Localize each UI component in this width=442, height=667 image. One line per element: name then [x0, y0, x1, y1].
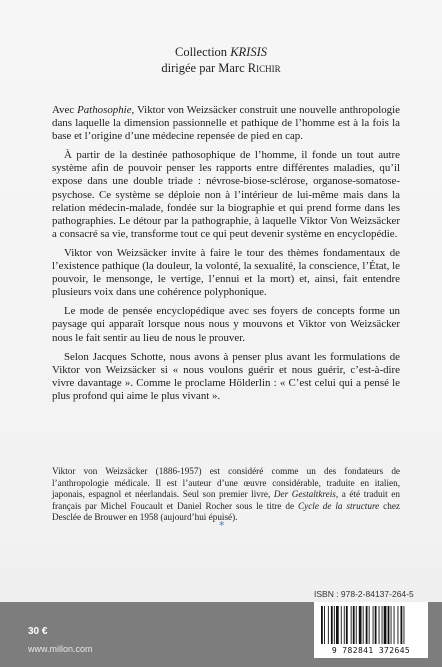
blurb-paragraph-2: À partir de la destinée pathosophique de l’homme, il fonde un tout autre système afin de pouvoir penser les rapports entre différentes maladies, qu’il expose dans une double triade : névrose-biose-sclérose, organose-somatose-psychose. Ce système se déploie non à l’intérieur de lui-même mais dans la relation médecin-malade, fondée sur la biographie et qui prend forme dans les pathographies. Le détour par la pathographie, à laquelle Viktor Von Weizsäcker a consacré sa vie, transforme tout ce qui peut devenir système en encyclopédie. — [52, 149, 400, 240]
collection-label: Collection — [174, 45, 231, 59]
collection-series: KRISIS — [230, 45, 267, 59]
blurb-paragraph-1 — [52, 104, 400, 143]
collection-line — [0, 44, 442, 60]
collection-header — [0, 44, 442, 76]
barcode-bars — [320, 606, 422, 646]
blurb-paragraph-4: Le mode de pensée encyclopédique avec ses foyers de concepts forme un paysage qui apparaît lorsque nous nous y mouvons et Viktor von Weizsäcker nous le fait sentir au lieu de nous le prouver. — [52, 305, 400, 344]
bio-part-3: chez Desclée de Brouwer en 1958 (aujourd’hui épuisé). — [52, 500, 400, 523]
publisher-website: www.millon.com — [28, 644, 93, 654]
bio-part-2: , a été traduit en français par Michel Foucault et Daniel Rocher sous le titre de — [52, 489, 400, 511]
author-bio — [52, 466, 400, 524]
blurb-paragraph-5: Selon Jacques Schotte, nous avons à penser plus avant les formulations de Viktor von Weizsäcker si « nous voulons guérir et nous guérir, c’est-à-dire vivre davantage ». Comme le proclame Hölderlin : « C’est celui qui a pensé le plus profond qui aime le plus vivant ». — [52, 350, 400, 402]
barcode — [314, 602, 428, 658]
blurb-paragraph-3: Viktor von Weizsäcker invite à faire le tour des thèmes fondamentaux de l’existence pathique (la douleur, la volonté, la sexualité, la conscience, l’État, le pouvoir, le mensonge, le vertige, l’ennui et la mort) et, ainsi, fait entendre plusieurs voix dans une cohérence polyphonique. — [52, 246, 400, 299]
book-title: Pathosophie — [77, 104, 132, 116]
bio-title-2: Cycle de la structure — [297, 500, 380, 511]
director-line — [0, 60, 442, 76]
isbn-label: ISBN : 978-2-84137-264-5 — [314, 589, 414, 599]
bio-paragraph — [52, 466, 400, 524]
ornament-asterisk: * — [219, 519, 225, 532]
director-name: Richir — [247, 61, 281, 75]
price-label: 30 € — [28, 626, 48, 637]
barcode-digits: 9 782841 372645 — [331, 646, 411, 655]
p1-rest: , Viktor von Weizsäcker construit une nouvelle anthropologie dans laquelle la dimension passionnelle et pathique de l’homme est à la fois la base et l’origine d’une médecine repensée de pied en cap. — [52, 104, 400, 143]
director-label: dirigée par Marc — [161, 61, 248, 75]
blurb-text — [52, 104, 400, 409]
bio-title-1: Der Gestaltkreis — [273, 489, 336, 500]
p1-prefix: Avec — [52, 104, 78, 116]
bio-part-1: Viktor von Weizsäcker (1886-1957) est considéré comme un des fondateurs de l’anthropologie médicale. Il est l’auteur d’une œuvre considérable, traduite en italien, japonais, espagnol et néerlandais. Seul son premier livre, — [52, 466, 400, 500]
